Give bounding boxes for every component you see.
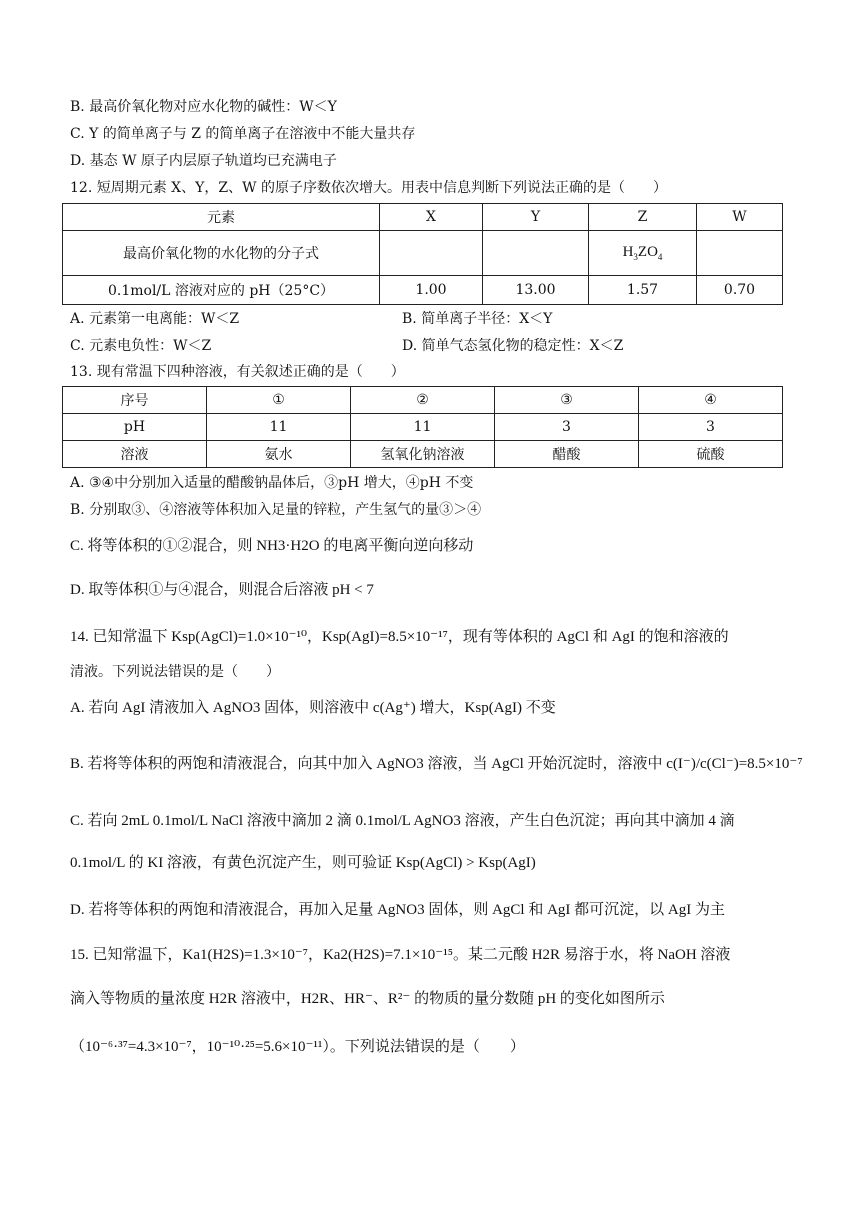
q13-table bbox=[62, 386, 783, 468]
q14-stem-line1: 14. 已知常温下 Ksp(AgCl)=1.0×10⁻¹⁰，Ksp(AgI)=8.5×10⁻¹⁷，现有等体积的 AgCl 和 AgI 的饱和溶液的 bbox=[70, 629, 729, 645]
q13-sol-4: 硫酸 bbox=[639, 441, 783, 468]
q12-header-x: X bbox=[380, 204, 483, 231]
q14-option-a: A. 若向 AgI 清液加入 AgNO3 固体，则溶液中 c(Ag⁺) 增大，Ksp(AgI) 不变 bbox=[70, 700, 556, 716]
q12-option-c: C. 元素电负性：W＜Z bbox=[70, 338, 212, 354]
q13-sol-2: 氢氧化钠溶液 bbox=[351, 441, 495, 468]
q14-option-d: D. 若将等体积的两饱和清液混合，再加入足量 AgNO3 固体，则 AgCl 和 AgI 都可沉淀，以 AgI 为主 bbox=[70, 902, 725, 918]
q12-row1-label: 最高价氧化物的水化物的分子式 bbox=[63, 231, 380, 276]
q11-option-d: D. 基态 W 原子内层原子轨道均已充满电子 bbox=[70, 153, 337, 169]
q12-header-w: W bbox=[697, 204, 783, 231]
q13-ph-2: 11 bbox=[351, 414, 495, 441]
q12-header-z: Z bbox=[589, 204, 697, 231]
q12-header-element: 元素 bbox=[63, 204, 380, 231]
q13-row-label-solution: 溶液 bbox=[63, 441, 207, 468]
q13-row-label-number: 序号 bbox=[63, 387, 207, 414]
q12-option-a: A. 元素第一电离能：W＜Z bbox=[70, 311, 240, 327]
q12-row2-y: 13.00 bbox=[483, 276, 589, 305]
q13-ph-3: 3 bbox=[495, 414, 639, 441]
q15-stem-line3: （10⁻⁶·³⁷=4.3×10⁻⁷，10⁻¹⁰·²⁵=5.6×10⁻¹¹）。下列说法错误的是（ ） bbox=[70, 1039, 525, 1055]
q13-ph-1: 11 bbox=[207, 414, 351, 441]
q15-stem-line2: 滴入等物质的量浓度 H2R 溶液中，H2R、HR⁻、R²⁻ 的物质的量分数随 pH 的变化如图所示 bbox=[70, 991, 665, 1007]
q12-row2-w: 0.70 bbox=[697, 276, 783, 305]
q14-option-b: B. 若将等体积的两饱和清液混合，向其中加入 AgNO3 溶液，当 AgCl 开始沉淀时，溶液中 c(I⁻)/c(Cl⁻)=8.5×10⁻⁷ bbox=[70, 756, 803, 772]
q12-row1-z-formula: $H_3ZO_4$ bbox=[589, 231, 697, 276]
q12-row2-z: 1.57 bbox=[589, 276, 697, 305]
q12-row2-x: 1.00 bbox=[380, 276, 483, 305]
q13-ph-4: 3 bbox=[639, 414, 783, 441]
q15-stem-line1: 15. 已知常温下，Ka1(H2S)=1.3×10⁻⁷，Ka2(H2S)=7.1×10⁻¹⁵。某二元酸 H2R 易溶于水，将 NaOH 溶液 bbox=[70, 947, 731, 963]
q12-option-b: B. 简单离子半径：X＜Y bbox=[402, 311, 553, 327]
q12-header-y: Y bbox=[483, 204, 589, 231]
q12-row1-w bbox=[697, 231, 783, 276]
q12-row1-y bbox=[483, 231, 589, 276]
q13-row-label-ph: pH bbox=[63, 414, 207, 441]
q14-option-c-line2: 0.1mol/L 的 KI 溶液，有黄色沉淀产生，则可验证 Ksp(AgCl) > Ksp(AgI) bbox=[70, 855, 536, 871]
q14-stem-line2: 清液。下列说法错误的是（ ） bbox=[70, 664, 280, 680]
q13-sol-3: 醋酸 bbox=[495, 441, 639, 468]
q13-stem: 13. 现有常温下四种溶液，有关叙述正确的是（ ） bbox=[70, 364, 405, 380]
q13-num-3: ③ bbox=[495, 387, 639, 414]
q12-option-d: D. 简单气态氢化物的稳定性：X＜Z bbox=[402, 338, 624, 354]
q11-option-b: B. 最高价氧化物对应水化物的碱性：W＜Y bbox=[70, 99, 337, 115]
q13-option-b: B. 分别取③、④溶液等体积加入足量的锌粒，产生氢气的量③＞④ bbox=[70, 502, 482, 518]
q11-option-c: C. Y 的简单离子与 Z 的简单离子在溶液中不能大量共存 bbox=[70, 126, 416, 142]
q12-table bbox=[62, 203, 783, 305]
q13-num-2: ② bbox=[351, 387, 495, 414]
q13-option-d: D. 取等体积①与④混合，则混合后溶液 pH < 7 bbox=[70, 582, 374, 598]
q12-row1-x bbox=[380, 231, 483, 276]
q13-option-a: A. ③④中分别加入适量的醋酸钠晶体后，③pH 增大，④pH 不变 bbox=[70, 475, 474, 491]
q13-num-4: ④ bbox=[639, 387, 783, 414]
q13-option-c: C. 将等体积的①②混合，则 NH3·H2O 的电离平衡向逆向移动 bbox=[70, 538, 474, 554]
q13-sol-1: 氨水 bbox=[207, 441, 351, 468]
q13-num-1: ① bbox=[207, 387, 351, 414]
q12-stem: 12. 短周期元素 X、Y，Z、W 的原子序数依次增大。用表中信息判断下列说法正确的是（ ） bbox=[70, 180, 667, 196]
q12-row2-label: 0.1mol/L 溶液对应的 pH（25°C） bbox=[63, 276, 380, 305]
q14-option-c-line1: C. 若向 2mL 0.1mol/L NaCl 溶液中滴加 2 滴 0.1mol/L AgNO3 溶液，产生白色沉淀；再向其中滴加 4 滴 bbox=[70, 813, 735, 829]
